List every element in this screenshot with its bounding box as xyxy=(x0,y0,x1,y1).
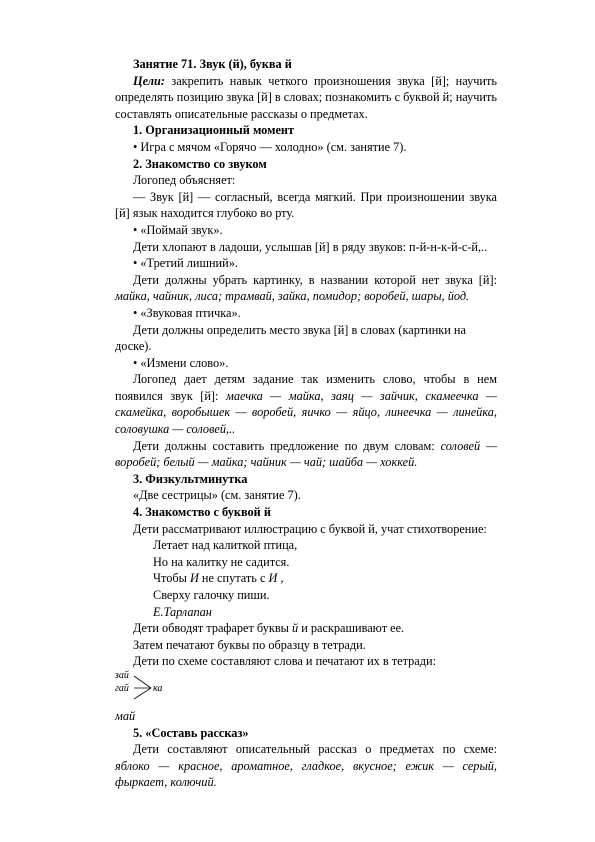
section-4-print: Затем печатают буквы по образцу в тетради. xyxy=(133,637,366,652)
section-1-heading: 1. Организационный момент xyxy=(133,123,295,138)
poem-line-2: Но на калитку не садится. xyxy=(153,554,290,569)
goals-text: закрепить навык четкого произношения звука [й]; научить определять позицию звука [й] в словах; познакомить с буквой й; научить составлять описательные рассказы о предметах. xyxy=(115,73,497,121)
trace-text: Дети обводят трафарет буквы xyxy=(133,621,292,636)
poem-letter-i-short: И xyxy=(268,571,278,586)
section-5-words: яблоко — красное, ароматное, гладкое, вкусное; ежик — серый, фыркает, колючий. xyxy=(115,758,497,790)
poem-line-3-part: , xyxy=(277,571,284,586)
scheme-word-3: май xyxy=(115,708,136,723)
section-4-heading: 4. Знакомство с буквой й xyxy=(133,505,271,520)
section-2-heading: 2. Знакомство со звуком xyxy=(133,156,267,171)
section-1-line: • Игра с мячом «Горячо — холодно» (см. занятие 7). xyxy=(133,139,407,154)
section-3-heading: 3. Физкультминутка xyxy=(133,471,248,486)
poem-line-3-part: Чтобы xyxy=(153,571,190,586)
game-4-name: • «Измени слово». xyxy=(133,355,229,370)
game-2-text: Дети должны убрать картинку, в названии которой нет звука [й]: xyxy=(133,272,497,287)
game-4b-words: соловей — воробей; белый — майка; чайник — чай; шайба — хоккей. xyxy=(115,438,497,470)
section-4-scheme-intro: Дети по схеме составляют слова и печатают их в тетради: xyxy=(133,654,436,669)
game-2-name: • «Третий лишний». xyxy=(133,256,238,271)
game-4-words: маечка — майка, заяц — зайчик, скамеечка — скамейка, воробышек — воробей, яичко — яйцо, линеечка — линейка, соловушка — соловей,.. xyxy=(115,388,497,437)
game-3-text: Дети должны определить место звука [й] в словах (картинки на доске). xyxy=(115,322,466,354)
game-4-paragraph xyxy=(115,371,497,437)
section-3-line: «Две сестрицы» (см. занятие 7). xyxy=(133,488,301,503)
game-1-name: • «Поймай звук». xyxy=(133,222,223,237)
goals-label: Цели: xyxy=(133,73,165,88)
game-4b-text: Дети должны составить предложение по двум словам: xyxy=(133,438,441,453)
section-5-heading: 5. «Составь рассказ» xyxy=(133,725,249,740)
poem-line-1: Летает над калиткой птица, xyxy=(153,538,298,553)
section-5-text: Дети составляют описательный рассказ о предметах по схеме: xyxy=(133,742,497,757)
word-scheme xyxy=(115,670,497,708)
scheme-arrows xyxy=(133,674,153,700)
section-4-intro: Дети рассматривают иллюстрацию с буквой й, учат стихотворение: xyxy=(133,521,487,536)
scheme-word-1: зай xyxy=(115,669,129,681)
poem-letter-i: И xyxy=(189,571,199,586)
section-2-intro: Логопед объясняет: xyxy=(133,173,236,188)
game-3-name: • «Звуковая птичка». xyxy=(133,305,241,320)
scheme-ending: ка xyxy=(153,682,163,694)
goals-paragraph xyxy=(115,73,497,123)
lesson-title: Занятие 71. Звук (й), буква й xyxy=(133,57,292,71)
lesson-content xyxy=(115,56,497,791)
trace-letter: й xyxy=(291,621,299,636)
poem xyxy=(115,537,497,620)
poem-line-3 xyxy=(153,570,497,587)
game-2-paragraph xyxy=(115,272,497,305)
poem-line-3-part: не спутать с xyxy=(198,571,269,586)
poem-line-4: Сверху галочку пиши. xyxy=(153,588,270,602)
game-4b-paragraph xyxy=(115,438,497,471)
section-5-paragraph xyxy=(115,741,497,791)
poem-author: Е.Тарлапан xyxy=(153,604,212,619)
game-4-text: Логопед дает детям задание так изменить слово, чтобы в нем появился звук [й]: xyxy=(115,372,497,403)
trace-text: и раскрашивают ее. xyxy=(298,621,405,636)
game-2-words: майка, чайник, лиса; трамвай, зайка, помидор; воробей, шары, йод. xyxy=(115,289,470,304)
section-4-trace xyxy=(115,620,497,637)
section-2-explanation: — Звук [й] — согласный, всегда мягкий. При произношении звука [й] язык находится глубоко во рту. xyxy=(115,189,497,221)
scheme-word-2: гай xyxy=(115,682,129,694)
game-1-text: Дети хлопают в ладоши, услышав [й] в ряду звуков: п-й-н-к-й-с-й,.. xyxy=(133,239,488,254)
